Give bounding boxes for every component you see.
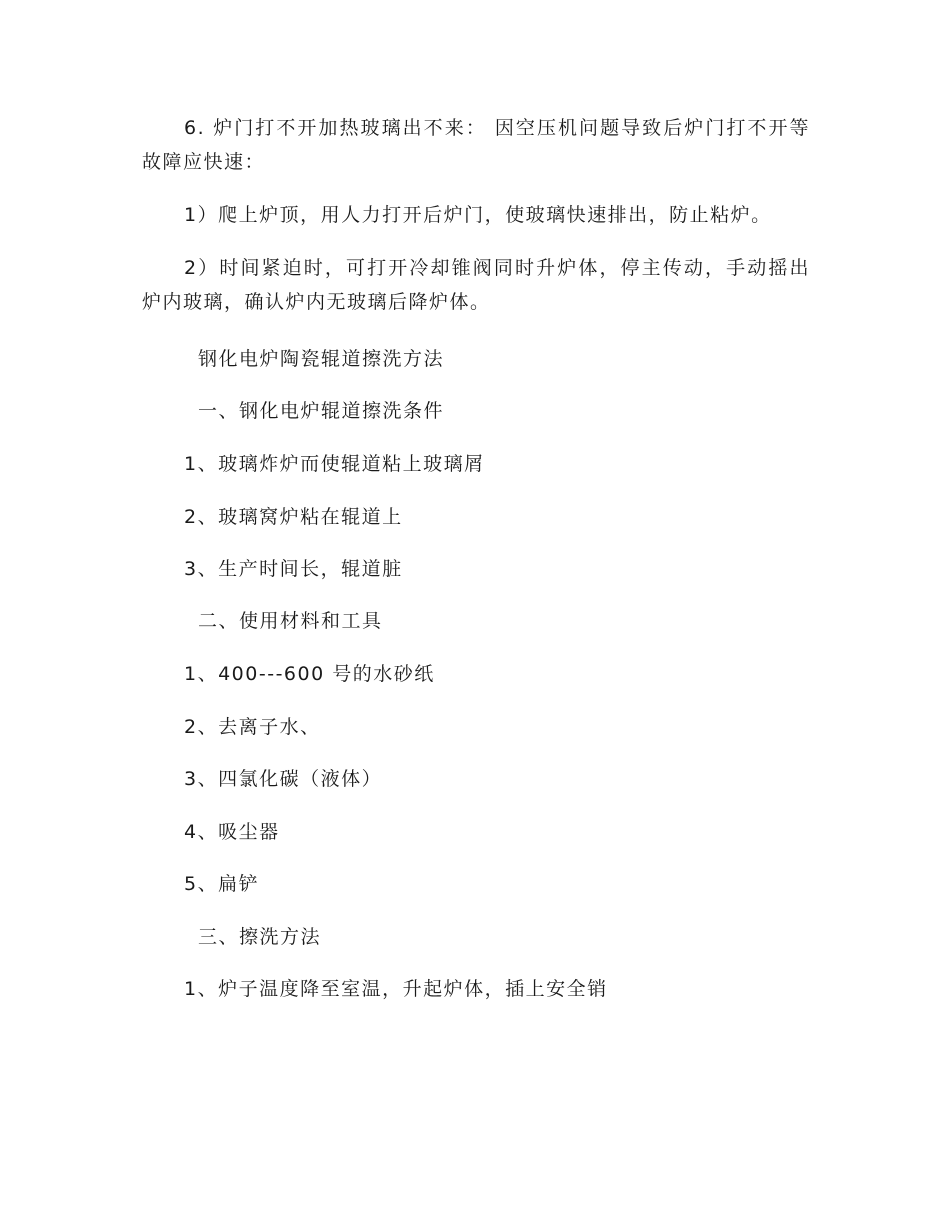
list-item: 2、玻璃窝炉粘在辊道上 — [184, 506, 403, 528]
section-1-heading: 一、钢化电炉辊道擦洗条件 — [198, 400, 445, 422]
list-item: 5、扁铲 — [184, 873, 260, 895]
list-item: 4、吸尘器 — [184, 821, 280, 843]
list-item: 2、去离子水、 — [184, 716, 321, 738]
paragraph-step-1: 1）爬上炉顶，用人力打开后炉门，使玻璃快速排出，防止粘炉。 — [184, 204, 772, 226]
section-2-heading: 二、使用材料和工具 — [198, 610, 383, 632]
list-item: 1、400---600 号的水砂纸 — [184, 663, 435, 685]
list-item: 3、四氯化碳（液体） — [184, 768, 383, 790]
list-item: 1、炉子温度降至室温，升起炉体，插上安全销 — [184, 978, 608, 1000]
section-3-heading: 三、擦洗方法 — [198, 926, 322, 948]
paragraph-furnace-door: 6. 炉门打不开加热玻璃出不来： 因空压机问题导致后炉门打不开等故障应快速： — [142, 117, 810, 173]
list-item: 3、生产时间长，辊道脏 — [184, 558, 403, 580]
paragraph-step-2: 2）时间紧迫时，可打开冷却锥阀同时升炉体，停主传动，手动摇出炉内玻璃，确认炉内无玻璃后降炉体。 — [142, 257, 810, 313]
document-title: 钢化电炉陶瓷辊道擦洗方法 — [198, 348, 445, 370]
list-item: 1、玻璃炸炉而使辊道粘上玻璃屑 — [184, 453, 485, 475]
